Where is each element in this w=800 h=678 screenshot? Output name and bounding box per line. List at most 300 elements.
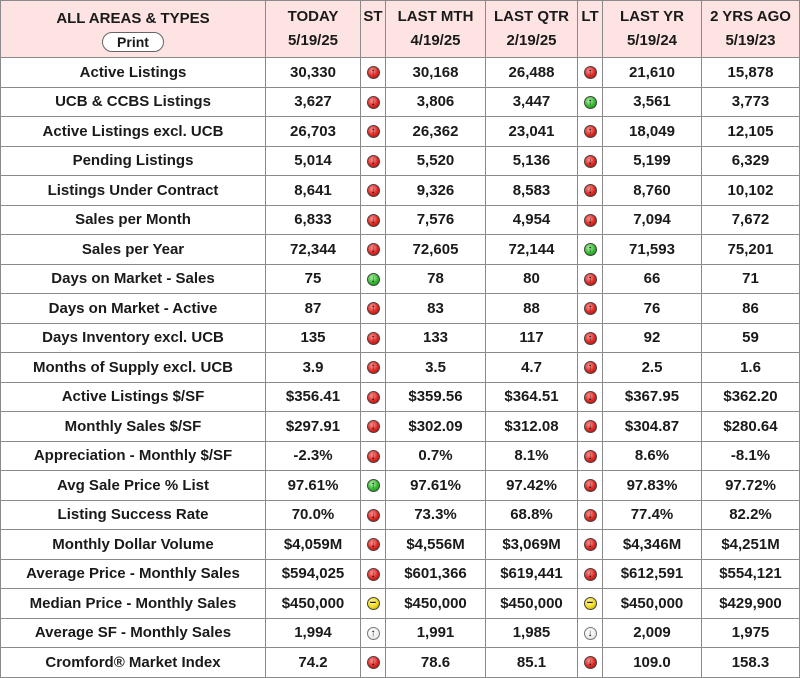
last-yr-value: 97.83% (626, 476, 678, 494)
two-yrs-ago-value: $280.64 (723, 417, 778, 435)
col-date (371, 29, 375, 53)
table-row (1, 648, 800, 678)
metric-label-cell (1, 648, 266, 678)
table-title: ALL AREAS & TYPES (56, 9, 210, 27)
last-qtr-value-cell (486, 471, 578, 501)
last-mth-value-cell (386, 176, 486, 206)
table-row (1, 441, 800, 471)
today-value-cell (266, 471, 361, 501)
last-yr-value: 76 (643, 299, 661, 317)
last-qtr-value: $312.08 (504, 417, 559, 435)
metric-label-cell (1, 530, 266, 560)
today-value-cell (266, 589, 361, 619)
red-down-arrow-icon: ↓ (584, 568, 597, 581)
table-row (1, 500, 800, 530)
last-mth-value-cell (386, 235, 486, 265)
two-yrs-ago-value-cell (702, 205, 800, 235)
lt-indicator-cell (578, 500, 603, 530)
two-yrs-ago-value: 6,329 (731, 152, 770, 170)
two-yrs-ago-value: 3,773 (731, 93, 770, 111)
two-yrs-ago-value-cell (702, 146, 800, 176)
last-qtr-value: 23,041 (508, 122, 555, 140)
last-mth-value: 3,806 (416, 93, 455, 111)
last-yr-value: 109.0 (633, 653, 671, 671)
last-mth-value: 5,520 (416, 152, 455, 170)
lt-indicator-cell (578, 648, 603, 678)
today-value-cell (266, 146, 361, 176)
red-down-arrow-icon: ↓ (367, 214, 380, 227)
header-row (1, 1, 800, 58)
header-last-mth (386, 1, 486, 58)
red-up-arrow-icon: ↑ (367, 332, 380, 345)
col-date: 5/19/25 (287, 32, 339, 49)
last-qtr-value-cell (486, 500, 578, 530)
last-qtr-value: 80 (523, 270, 540, 288)
lt-indicator-cell (578, 205, 603, 235)
last-yr-value: 2.5 (641, 358, 663, 376)
last-yr-value: 7,094 (633, 211, 671, 229)
table-row (1, 176, 800, 206)
last-qtr-value: 117 (519, 329, 544, 347)
table-row (1, 146, 800, 176)
today-value-cell (266, 205, 361, 235)
today-value-cell (266, 87, 361, 117)
last-mth-value: 0.7% (418, 447, 453, 465)
last-yr-value-cell (603, 618, 702, 648)
col-name: 2 YRS AGO (710, 8, 791, 25)
last-mth-value-cell (386, 87, 486, 117)
red-down-arrow-icon: ↓ (367, 420, 380, 433)
table-row (1, 264, 800, 294)
last-qtr-value: $364.51 (504, 388, 559, 406)
last-qtr-value-cell (486, 618, 578, 648)
today-value: $4,059M (283, 535, 343, 553)
metric-label: Months of Supply excl. UCB (32, 358, 233, 376)
green-down-arrow-icon: ↓ (367, 273, 380, 286)
last-mth-value-cell (386, 323, 486, 353)
red-down-arrow-icon: ↓ (367, 96, 380, 109)
last-mth-value-cell (386, 589, 486, 619)
table-row (1, 87, 800, 117)
lt-indicator-cell (578, 117, 603, 147)
red-down-arrow-icon: ↓ (367, 538, 380, 551)
last-yr-value-cell (603, 205, 702, 235)
metric-label-cell (1, 117, 266, 147)
metric-label-cell (1, 589, 266, 619)
last-qtr-value: 4.7 (521, 358, 542, 376)
metric-label: Active Listings $/SF (61, 388, 205, 406)
metric-label: Pending Listings (72, 152, 194, 170)
last-qtr-value: 4,954 (512, 211, 551, 229)
header-title-cell (1, 1, 266, 58)
red-up-arrow-icon: ↑ (584, 332, 597, 345)
table-row (1, 353, 800, 383)
today-value-cell (266, 235, 361, 265)
lt-indicator-cell (578, 559, 603, 589)
metric-label-cell (1, 441, 266, 471)
today-value-cell (266, 294, 361, 324)
green-up-arrow-icon: ↑ (584, 243, 597, 256)
col-date: 2/19/25 (506, 32, 557, 49)
red-down-arrow-icon: ↓ (584, 509, 597, 522)
two-yrs-ago-value: 97.72% (725, 476, 776, 494)
red-up-arrow-icon: ↑ (584, 302, 597, 315)
table-row (1, 117, 800, 147)
metric-label: UCB & CCBS Listings (55, 93, 211, 111)
st-indicator-cell (361, 500, 386, 530)
two-yrs-ago-value: $429,900 (719, 594, 782, 612)
last-yr-value: $450,000 (620, 594, 684, 612)
today-value: 1,994 (294, 624, 332, 642)
lt-indicator-cell (578, 382, 603, 412)
last-yr-value: $304.87 (624, 417, 680, 435)
header-st (361, 1, 386, 58)
st-indicator-cell (361, 146, 386, 176)
last-yr-value-cell (603, 412, 702, 442)
last-qtr-value-cell (486, 412, 578, 442)
two-yrs-ago-value-cell (702, 618, 800, 648)
last-qtr-value: 1,985 (512, 624, 551, 642)
last-yr-value-cell (603, 146, 702, 176)
last-qtr-value: 68.8% (510, 506, 553, 524)
yellow-neutral-icon: − (584, 597, 597, 610)
two-yrs-ago-value-cell (702, 323, 800, 353)
col-date: 5/19/23 (725, 32, 776, 49)
metric-label: Listing Success Rate (57, 506, 209, 524)
last-mth-value-cell (386, 294, 486, 324)
last-yr-value-cell (603, 176, 702, 206)
metric-label-cell (1, 471, 266, 501)
today-value: 26,703 (290, 122, 336, 140)
last-mth-value-cell (386, 264, 486, 294)
two-yrs-ago-value-cell (702, 58, 800, 88)
last-qtr-value-cell (486, 589, 578, 619)
last-mth-value-cell (386, 441, 486, 471)
metric-label: Days on Market - Active (48, 299, 218, 317)
last-qtr-value-cell (486, 441, 578, 471)
lt-indicator-cell (578, 530, 603, 560)
last-yr-value-cell (603, 471, 702, 501)
lt-indicator-cell (578, 235, 603, 265)
last-qtr-value: 8.1% (514, 447, 549, 465)
red-down-arrow-icon: ↓ (584, 450, 597, 463)
last-qtr-value-cell (486, 294, 578, 324)
last-qtr-value-cell (486, 648, 578, 678)
last-yr-value-cell (603, 87, 702, 117)
last-yr-value: 92 (643, 329, 661, 347)
metric-label-cell (1, 618, 266, 648)
two-yrs-ago-value: 1.6 (740, 358, 761, 376)
red-up-arrow-icon: ↑ (367, 66, 380, 79)
today-value: $356.41 (285, 388, 341, 406)
last-yr-value: 18,049 (629, 122, 675, 140)
two-yrs-ago-value-cell (702, 530, 800, 560)
metric-label-cell (1, 500, 266, 530)
st-indicator-cell (361, 176, 386, 206)
st-indicator-cell (361, 205, 386, 235)
last-qtr-value-cell (486, 264, 578, 294)
print-button[interactable]: Print (102, 32, 164, 52)
last-yr-value: 71,593 (629, 240, 675, 258)
last-qtr-value: 88 (523, 299, 540, 317)
today-value-cell (266, 323, 361, 353)
red-down-arrow-icon: ↓ (367, 243, 380, 256)
two-yrs-ago-value: 59 (742, 329, 759, 347)
today-value: 3.9 (302, 358, 324, 376)
today-value: $297.91 (285, 417, 341, 435)
red-down-arrow-icon: ↓ (584, 391, 597, 404)
last-mth-value-cell (386, 412, 486, 442)
today-value-cell (266, 559, 361, 589)
last-mth-value-cell (386, 353, 486, 383)
last-mth-value: 1,991 (416, 624, 455, 642)
lt-indicator-cell (578, 353, 603, 383)
last-mth-value: 7,576 (416, 211, 455, 229)
last-mth-value: $4,556M (406, 535, 465, 553)
header-lt (578, 1, 603, 58)
green-up-arrow-icon: ↑ (584, 96, 597, 109)
two-yrs-ago-value: 15,878 (727, 63, 774, 81)
two-yrs-ago-value: 10,102 (727, 181, 774, 199)
last-qtr-value-cell (486, 382, 578, 412)
two-yrs-ago-value: 82.2% (729, 506, 772, 524)
last-yr-value: 8.6% (634, 447, 670, 465)
metric-label-cell (1, 294, 266, 324)
header-2-yrs-ago (702, 1, 800, 58)
st-indicator-cell (361, 323, 386, 353)
col-name: LAST YR (620, 8, 684, 25)
st-indicator-cell (361, 264, 386, 294)
lt-indicator-cell (578, 146, 603, 176)
two-yrs-ago-value: 1,975 (731, 624, 770, 642)
table-row (1, 530, 800, 560)
last-yr-value: 66 (643, 270, 661, 288)
today-value-cell (266, 353, 361, 383)
table-row (1, 618, 800, 648)
two-yrs-ago-value-cell (702, 353, 800, 383)
last-yr-value: $4,346M (622, 535, 682, 553)
today-value-cell (266, 530, 361, 560)
two-yrs-ago-value-cell (702, 441, 800, 471)
today-value: 6,833 (294, 211, 332, 229)
last-qtr-value: $619,441 (500, 565, 563, 583)
metric-label-cell (1, 146, 266, 176)
metric-label: Avg Sale Price % List (56, 476, 209, 494)
last-qtr-value: $450,000 (500, 594, 563, 612)
st-indicator-cell (361, 589, 386, 619)
red-down-arrow-icon: ↓ (584, 214, 597, 227)
last-qtr-value: 8,583 (512, 181, 551, 199)
metric-label: Median Price - Monthly Sales (29, 594, 237, 612)
two-yrs-ago-value-cell (702, 412, 800, 442)
today-value-cell (266, 382, 361, 412)
red-down-arrow-icon: ↓ (584, 479, 597, 492)
two-yrs-ago-value: 12,105 (727, 122, 774, 140)
last-qtr-value: $3,069M (502, 535, 561, 553)
table-row (1, 589, 800, 619)
metric-label-cell (1, 176, 266, 206)
today-value-cell (266, 648, 361, 678)
last-yr-value-cell (603, 648, 702, 678)
last-qtr-value: 97.42% (506, 476, 557, 494)
metric-label: Average Price - Monthly Sales (26, 565, 240, 583)
st-indicator-cell (361, 294, 386, 324)
last-qtr-value: 85.1 (516, 653, 547, 671)
table-row (1, 58, 800, 88)
lt-indicator-cell (578, 58, 603, 88)
red-up-arrow-icon: ↑ (584, 66, 597, 79)
two-yrs-ago-value: 158.3 (731, 653, 770, 671)
red-down-arrow-icon: ↓ (367, 568, 380, 581)
metric-label: Monthly Dollar Volume (52, 535, 214, 553)
last-mth-value-cell (386, 205, 486, 235)
last-mth-value: $359.56 (408, 388, 463, 406)
table-row (1, 294, 800, 324)
today-value: $450,000 (281, 594, 345, 612)
red-down-arrow-icon: ↓ (584, 538, 597, 551)
last-qtr-value-cell (486, 235, 578, 265)
last-qtr-value-cell (486, 353, 578, 383)
last-yr-value-cell (603, 559, 702, 589)
metric-label-cell (1, 87, 266, 117)
lt-indicator-cell (578, 176, 603, 206)
col-name: LAST MTH (397, 8, 474, 25)
metric-label-cell (1, 58, 266, 88)
col-name: TODAY (287, 8, 339, 25)
metric-label: Active Listings (79, 63, 187, 81)
last-yr-value: 2,009 (633, 624, 671, 642)
st-indicator-cell (361, 353, 386, 383)
last-mth-value-cell (386, 648, 486, 678)
last-mth-value: 30,168 (412, 63, 459, 81)
metric-label: Monthly Sales $/SF (64, 417, 202, 435)
last-yr-value-cell (603, 58, 702, 88)
two-yrs-ago-value: 7,672 (731, 211, 770, 229)
red-down-arrow-icon: ↓ (584, 155, 597, 168)
metric-label: Days Inventory excl. UCB (42, 329, 224, 347)
last-mth-value-cell (386, 117, 486, 147)
last-qtr-value-cell (486, 559, 578, 589)
last-mth-value: 73.3% (414, 506, 457, 524)
metric-label-cell (1, 264, 266, 294)
last-mth-value: $450,000 (404, 594, 467, 612)
today-value: 97.61% (287, 476, 339, 494)
metric-label: Days on Market - Sales (51, 270, 215, 288)
last-qtr-value-cell (486, 205, 578, 235)
two-yrs-ago-value: $4,251M (721, 535, 780, 553)
metric-label-cell (1, 412, 266, 442)
today-value: 87 (304, 299, 322, 317)
col-date: 4/19/25 (410, 32, 461, 49)
st-indicator-cell (361, 530, 386, 560)
last-mth-value: 97.61% (410, 476, 461, 494)
last-qtr-value: 26,488 (508, 63, 555, 81)
two-yrs-ago-value: 75,201 (727, 240, 774, 258)
col-date (588, 29, 592, 53)
table-row (1, 471, 800, 501)
today-value: 5,014 (294, 152, 332, 170)
red-down-arrow-icon: ↓ (367, 450, 380, 463)
table-row (1, 205, 800, 235)
red-down-arrow-icon: ↓ (367, 656, 380, 669)
today-value: 70.0% (291, 506, 335, 524)
table-row (1, 235, 800, 265)
red-down-arrow-icon: ↓ (367, 184, 380, 197)
lt-indicator-cell (578, 589, 603, 619)
last-yr-value-cell (603, 589, 702, 619)
last-mth-value: $601,366 (404, 565, 467, 583)
last-mth-value-cell (386, 500, 486, 530)
last-mth-value: 72,605 (412, 240, 459, 258)
today-value: 8,641 (294, 181, 332, 199)
st-indicator-cell (361, 412, 386, 442)
two-yrs-ago-value-cell (702, 176, 800, 206)
col-date: 5/19/24 (626, 32, 678, 49)
two-yrs-ago-value: $554,121 (719, 565, 782, 583)
red-up-arrow-icon: ↑ (367, 302, 380, 315)
lt-indicator-cell (578, 441, 603, 471)
last-mth-value: 78.6 (420, 653, 451, 671)
two-yrs-ago-value: -8.1% (730, 447, 771, 465)
last-yr-value: $367.95 (624, 388, 680, 406)
metric-label: Average SF - Monthly Sales (34, 624, 232, 642)
two-yrs-ago-value-cell (702, 500, 800, 530)
last-mth-value-cell (386, 146, 486, 176)
last-mth-value-cell (386, 559, 486, 589)
two-yrs-ago-value-cell (702, 559, 800, 589)
two-yrs-ago-value-cell (702, 87, 800, 117)
last-yr-value-cell (603, 117, 702, 147)
last-yr-value: $612,591 (620, 565, 684, 583)
last-qtr-value: 3,447 (512, 93, 551, 111)
last-yr-value-cell (603, 441, 702, 471)
lt-indicator-cell (578, 323, 603, 353)
table-row (1, 323, 800, 353)
metric-label: Sales per Month (75, 211, 191, 229)
today-value-cell (266, 500, 361, 530)
st-indicator-cell (361, 235, 386, 265)
metric-label: Cromford® Market Index (45, 653, 221, 671)
yellow-neutral-icon: − (367, 597, 380, 610)
last-yr-value: 77.4% (630, 506, 674, 524)
col-name: ST (363, 8, 383, 25)
table-row (1, 412, 800, 442)
last-mth-value-cell (386, 471, 486, 501)
last-mth-value: 133 (422, 329, 449, 347)
today-value-cell (266, 264, 361, 294)
last-qtr-value-cell (486, 146, 578, 176)
last-qtr-value: 5,136 (512, 152, 551, 170)
red-down-arrow-icon: ↓ (367, 155, 380, 168)
last-yr-value: 5,199 (633, 152, 671, 170)
metric-label: Listings Under Contract (47, 181, 219, 199)
red-down-arrow-icon: ↓ (584, 184, 597, 197)
today-value-cell (266, 117, 361, 147)
today-value: $594,025 (281, 565, 345, 583)
red-up-arrow-icon: ↑ (584, 361, 597, 374)
lt-indicator-cell (578, 87, 603, 117)
last-mth-value: 26,362 (412, 122, 459, 140)
col-name: LAST QTR (494, 8, 569, 25)
metric-label: Appreciation - Monthly $/SF (33, 447, 233, 465)
last-mth-value: $302.09 (408, 417, 463, 435)
header-today (266, 1, 361, 58)
last-mth-value: 9,326 (416, 181, 455, 199)
last-mth-value-cell (386, 58, 486, 88)
today-value-cell (266, 412, 361, 442)
lt-indicator-cell (578, 471, 603, 501)
today-value: 30,330 (290, 63, 336, 81)
